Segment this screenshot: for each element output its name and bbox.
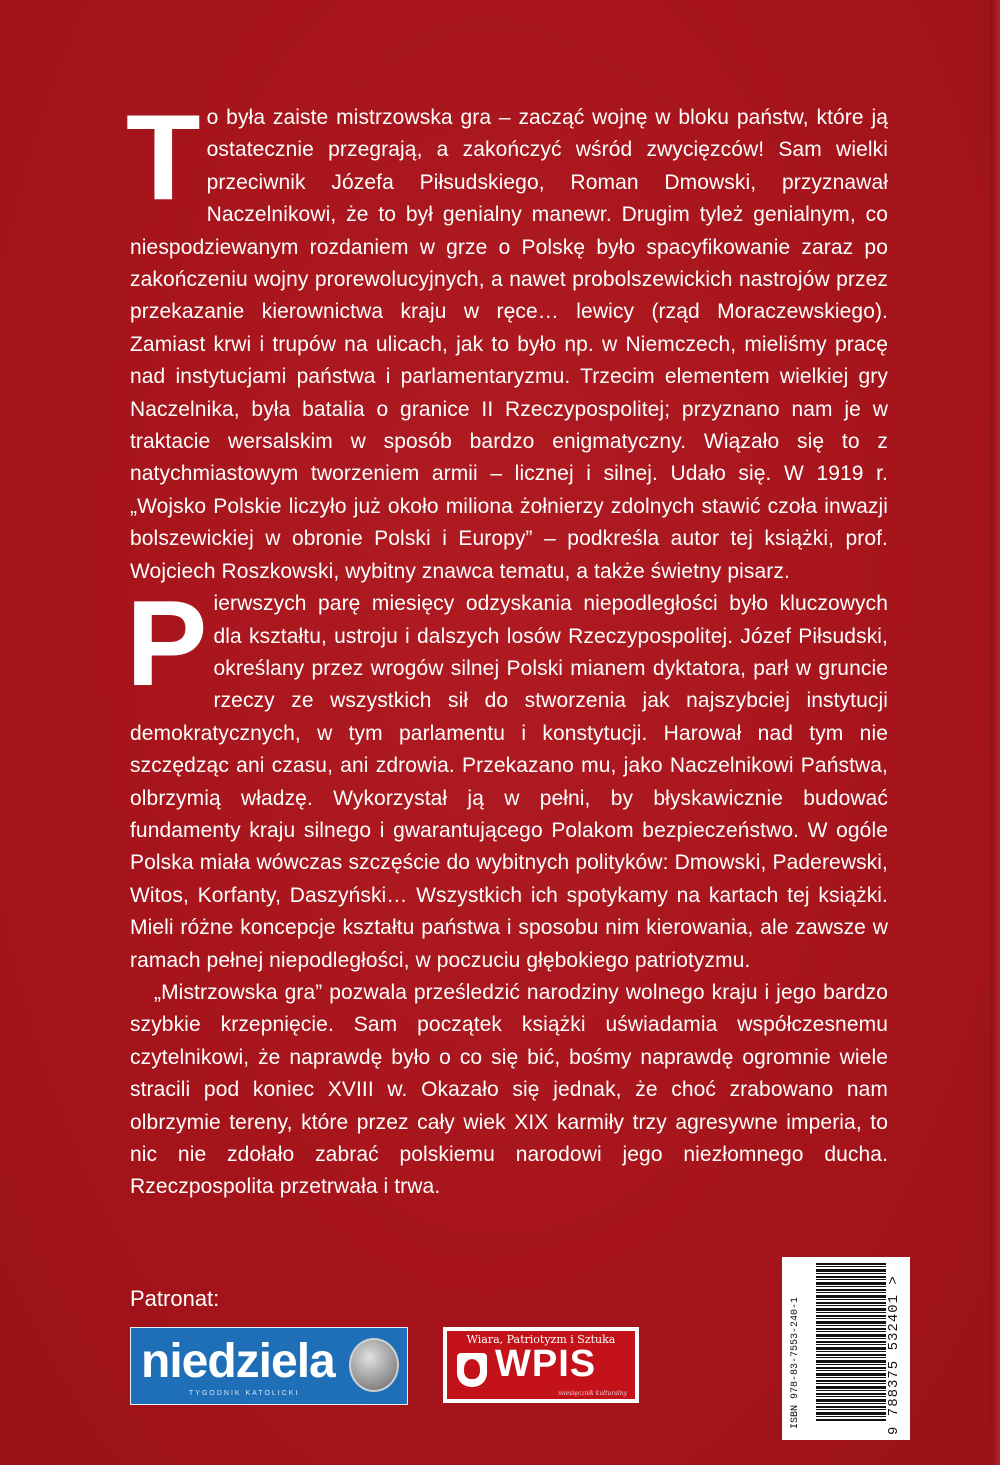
barcode bbox=[782, 1257, 910, 1440]
madonna-medal-icon bbox=[349, 1338, 399, 1392]
ean-number: 9 788375 532401 > bbox=[886, 1275, 902, 1435]
paragraph-3-text: „Mistrzowska gra” pozwala prześledzić narodziny wolnego kraju i jego bardzo szybkie krzepnięcie. Sam początek książki uświadamia współczesnemu czytelnikowi, że naprawdę było o co się bić, bośmy naprawdę ogromnie wiele stracili pod koniec XVIII w. Okazało się jednak, że choć zrabowano nam olbrzymie tereny, które przez cały wiek XIX karmiły trzy agresywne imperia, to nic nie zdołało zabrać polskiemu narodowi jego niezłomnego ducha. Rzeczpospolita przetrwała i trwa. bbox=[130, 980, 888, 1199]
blurb-text bbox=[126, 89, 888, 1204]
book-edge bbox=[990, 0, 1000, 1465]
niedziela-subtitle: TYGODNIK KATOLICKI bbox=[189, 1390, 300, 1397]
wpis-subtitle: miesięcznik kulturalny bbox=[558, 1390, 627, 1397]
patronat-label: Patronat: bbox=[130, 1286, 220, 1311]
wpis-logo bbox=[443, 1327, 639, 1403]
barcode-bars-icon bbox=[816, 1263, 886, 1421]
eagle-emblem-icon bbox=[457, 1353, 487, 1387]
paragraph-1-text: o była zaiste mistrzowska gra – zacząć wojnę w bloku państw, które ją ostatecznie przegrają, a zakończyć wśród zwycięzców! Sam wielki przeciwnik Józefa Piłsudskiego, Roman Dmowski, przyznawał Naczelnikowi, że to był genialny manewr. Drugim tyleż genialnym, co niespodziewanym rozdaniem w grze o Polskę było spacyfikowanie zaraz po zakończeniu wojny prorewolucyjnych, a nawet probolszewickich nastrojów przez przekazanie kierownictwa kraju w ręce… lewicy (rząd Moraczewskiego). Zamiast krwi i trupów na ulicach, jak to było np. w Niemczech, mieliśmy pracę nad instytucjami państwa i parlamentaryzmu. Trzecim elementem wielkiej gry Naczelnika, była batalia o granice II Rzeczypospolitej; przyznano nam je w traktacie wersalskim w sposób bardzo enigmatyczny. Wiązało się to z natychmiastowym tworzeniem armii – licznej i silnej. Udało się. W 1919 r. „Wojsko Polskie liczyło już około miliona żołnierzy zdolnych stawić czoła inwazji bolszewickiej w obronie Polski i Europy” – podkreśla autor tej książki, prof. Wojciech Roszkowski, wybitny znawca tematu, a także świetny pisarz. bbox=[130, 106, 888, 583]
wpis-wordmark: WPIS bbox=[495, 1343, 597, 1385]
paragraph-2 bbox=[126, 575, 888, 977]
paragraph-3 bbox=[130, 977, 888, 1204]
drop-cap-p: P bbox=[126, 575, 208, 712]
wpis-tagline: Wiara, Patriotyzm i Sztuka bbox=[466, 1333, 616, 1346]
niedziela-logo bbox=[130, 1327, 408, 1405]
niedziela-wordmark: niedziela bbox=[141, 1335, 335, 1388]
paragraph-2-text: ierwszych parę miesięcy odzyskania niepodległości było kluczowych dla kształtu, ustroju i dalszych losów Rzeczypospolitej. Józef Piłsudski, określany przez wrogów silnej Polski mianem dyktatora, parł w gruncie rzeczy ze wszystkich sił do stworzenia jak najszybciej instytucji demokratycznych, w tym parlamentu i konstytucji. Harował nad tym nie szczędząc ani czasu, ani zdrowia. Przekazano mu, jako Naczelnikowi Państwa, olbrzymią władzę. Wykorzystał ją w pełni, by błyskawicznie budować fundamenty kraju silnego i gwarantującego Polakom bezpieczeństwo. W ogóle Polska miała wówczas szczęście do wybitnych polityków: Dmowski, Paderewski, Witos, Korfanty, Daszyński… Wszystkich ich spotykamy na kartach tej książki. Mieli różne koncepcje kształtu państwa i sposobu nim kierowania, ale zawsze w ramach pełnej niepodległości, w poczuciu głębokiego patriotyzmu. bbox=[130, 592, 888, 972]
wpis-logo-panel bbox=[447, 1331, 635, 1399]
drop-cap-t: T bbox=[126, 89, 201, 225]
paragraph-1 bbox=[126, 89, 888, 588]
isbn-number: ISBN 978-83-7553-240-1 bbox=[790, 1296, 801, 1429]
